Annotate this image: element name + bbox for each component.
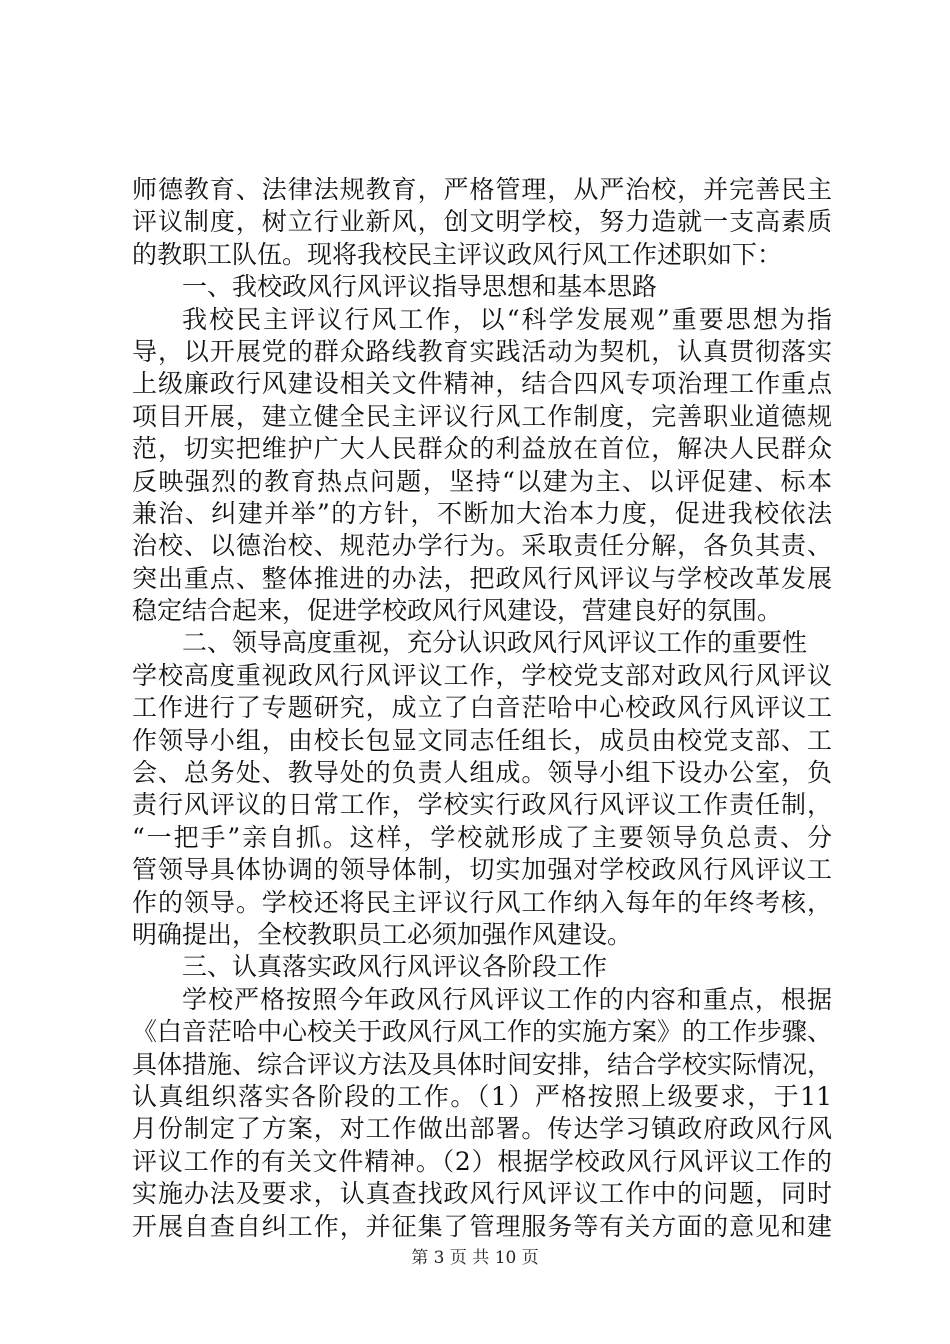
paragraph-line: 明确提出，全校教职员工必须加强作风建设。 [132, 919, 633, 949]
paragraph-line: 管领导具体协调的领导体制，切实加强对学校政风行风评议工 [132, 855, 832, 885]
paragraph-line: 二、领导高度重视，充分认识政风行风评议工作的重要性 [182, 628, 808, 658]
paragraph-line: 三、认真落实政风行风评议各阶段工作 [182, 952, 608, 982]
paragraph-line: 评议工作的有关文件精神。（2）根据学校政风行风评议工作的 [132, 1146, 832, 1176]
paragraph-line: 评议制度，树立行业新风，创文明学校，努力造就一支高素质 [132, 207, 832, 237]
paragraph-line: 学校高度重视政风行风评议工作，学校党支部对政风行风评议 [132, 660, 832, 690]
paragraph-line: 工作进行了专题研究，成立了白音茫哈中心校政风行风评议工 [132, 693, 832, 723]
paragraph-line: 的教职工队伍。现将我校民主评议政风行风工作述职如下： [132, 239, 783, 269]
paragraph-line: 学校严格按照今年政风行风评议工作的内容和重点，根据 [182, 984, 832, 1014]
paragraph-line: 认真组织落实各阶段的工作。（1）严格按照上级要求，于11 [132, 1081, 832, 1111]
paragraph-line: “一把手”亲自抓。这样，学校就形成了主要领导负总责、分 [132, 822, 832, 852]
paragraph-line: 作领导小组，由校长包显文同志任组长，成员由校党支部、工 [132, 725, 832, 755]
paragraph-line: 具体措施、综合评议方法及具体时间安排，结合学校实际情况， [132, 1049, 833, 1079]
paragraph-line: 突出重点、整体推进的办法，把政风行风评议与学校改革发展 [132, 563, 832, 593]
paragraph-line: 兼治、纠建并举”的方针，不断加大治本力度，促进我校依法 [132, 498, 832, 528]
paragraph-line: 治校、以德治校、规范办学行为。采取责任分解，各负其责、 [132, 531, 832, 561]
paragraph-line: 实施办法及要求，认真查找政风行风评议工作中的问题，同时 [132, 1179, 832, 1209]
paragraph-line: 我校民主评议行风工作，以“科学发展观”重要思想为指 [182, 304, 832, 334]
paragraph-line: 稳定结合起来，促进学校政风行风建设，营建良好的氛围。 [132, 596, 783, 626]
paragraph-line: 范，切实把维护广大人民群众的利益放在首位，解决人民群众 [132, 434, 832, 464]
paragraph-line: 一、我校政风行风评议指导思想和基本思路 [182, 272, 658, 302]
page-footer: 第 3 页 共 10 页 [411, 1248, 539, 1268]
document-body [132, 174, 832, 1243]
paragraph-line: 师德教育、法律法规教育，严格管理，从严治校，并完善民主 [132, 175, 832, 204]
paragraph-line: 作的领导。学校还将民主评议行风工作纳入每年的年终考核， [132, 887, 832, 917]
paragraph-line: 《白音茫哈中心校关于政风行风工作的实施方案》的工作步骤、 [132, 1017, 833, 1047]
paragraph-line: 上级廉政行风建设相关文件精神，结合四风专项治理工作重点 [132, 369, 832, 399]
paragraph-line: 开展自查自纠工作，并征集了管理服务等有关方面的意见和建 [132, 1211, 832, 1241]
paragraph-line: 月份制定了方案，对工作做出部署。传达学习镇政府政风行风 [132, 1114, 832, 1144]
paragraph-line: 反映强烈的教育热点问题，坚持“以建为主、以评促建、标本 [132, 466, 832, 496]
paragraph-line: 责行风评议的日常工作，学校实行政风行风评议工作责任制， [132, 790, 832, 820]
paragraph-line: 导，以开展党的群众路线教育实践活动为契机，认真贯彻落实 [132, 336, 832, 366]
paragraph-line: 会、总务处、教导处的负责人组成。领导小组下设办公室，负 [132, 758, 832, 788]
paragraph-line: 项目开展，建立健全民主评议行风工作制度，完善职业道德规 [132, 401, 832, 431]
